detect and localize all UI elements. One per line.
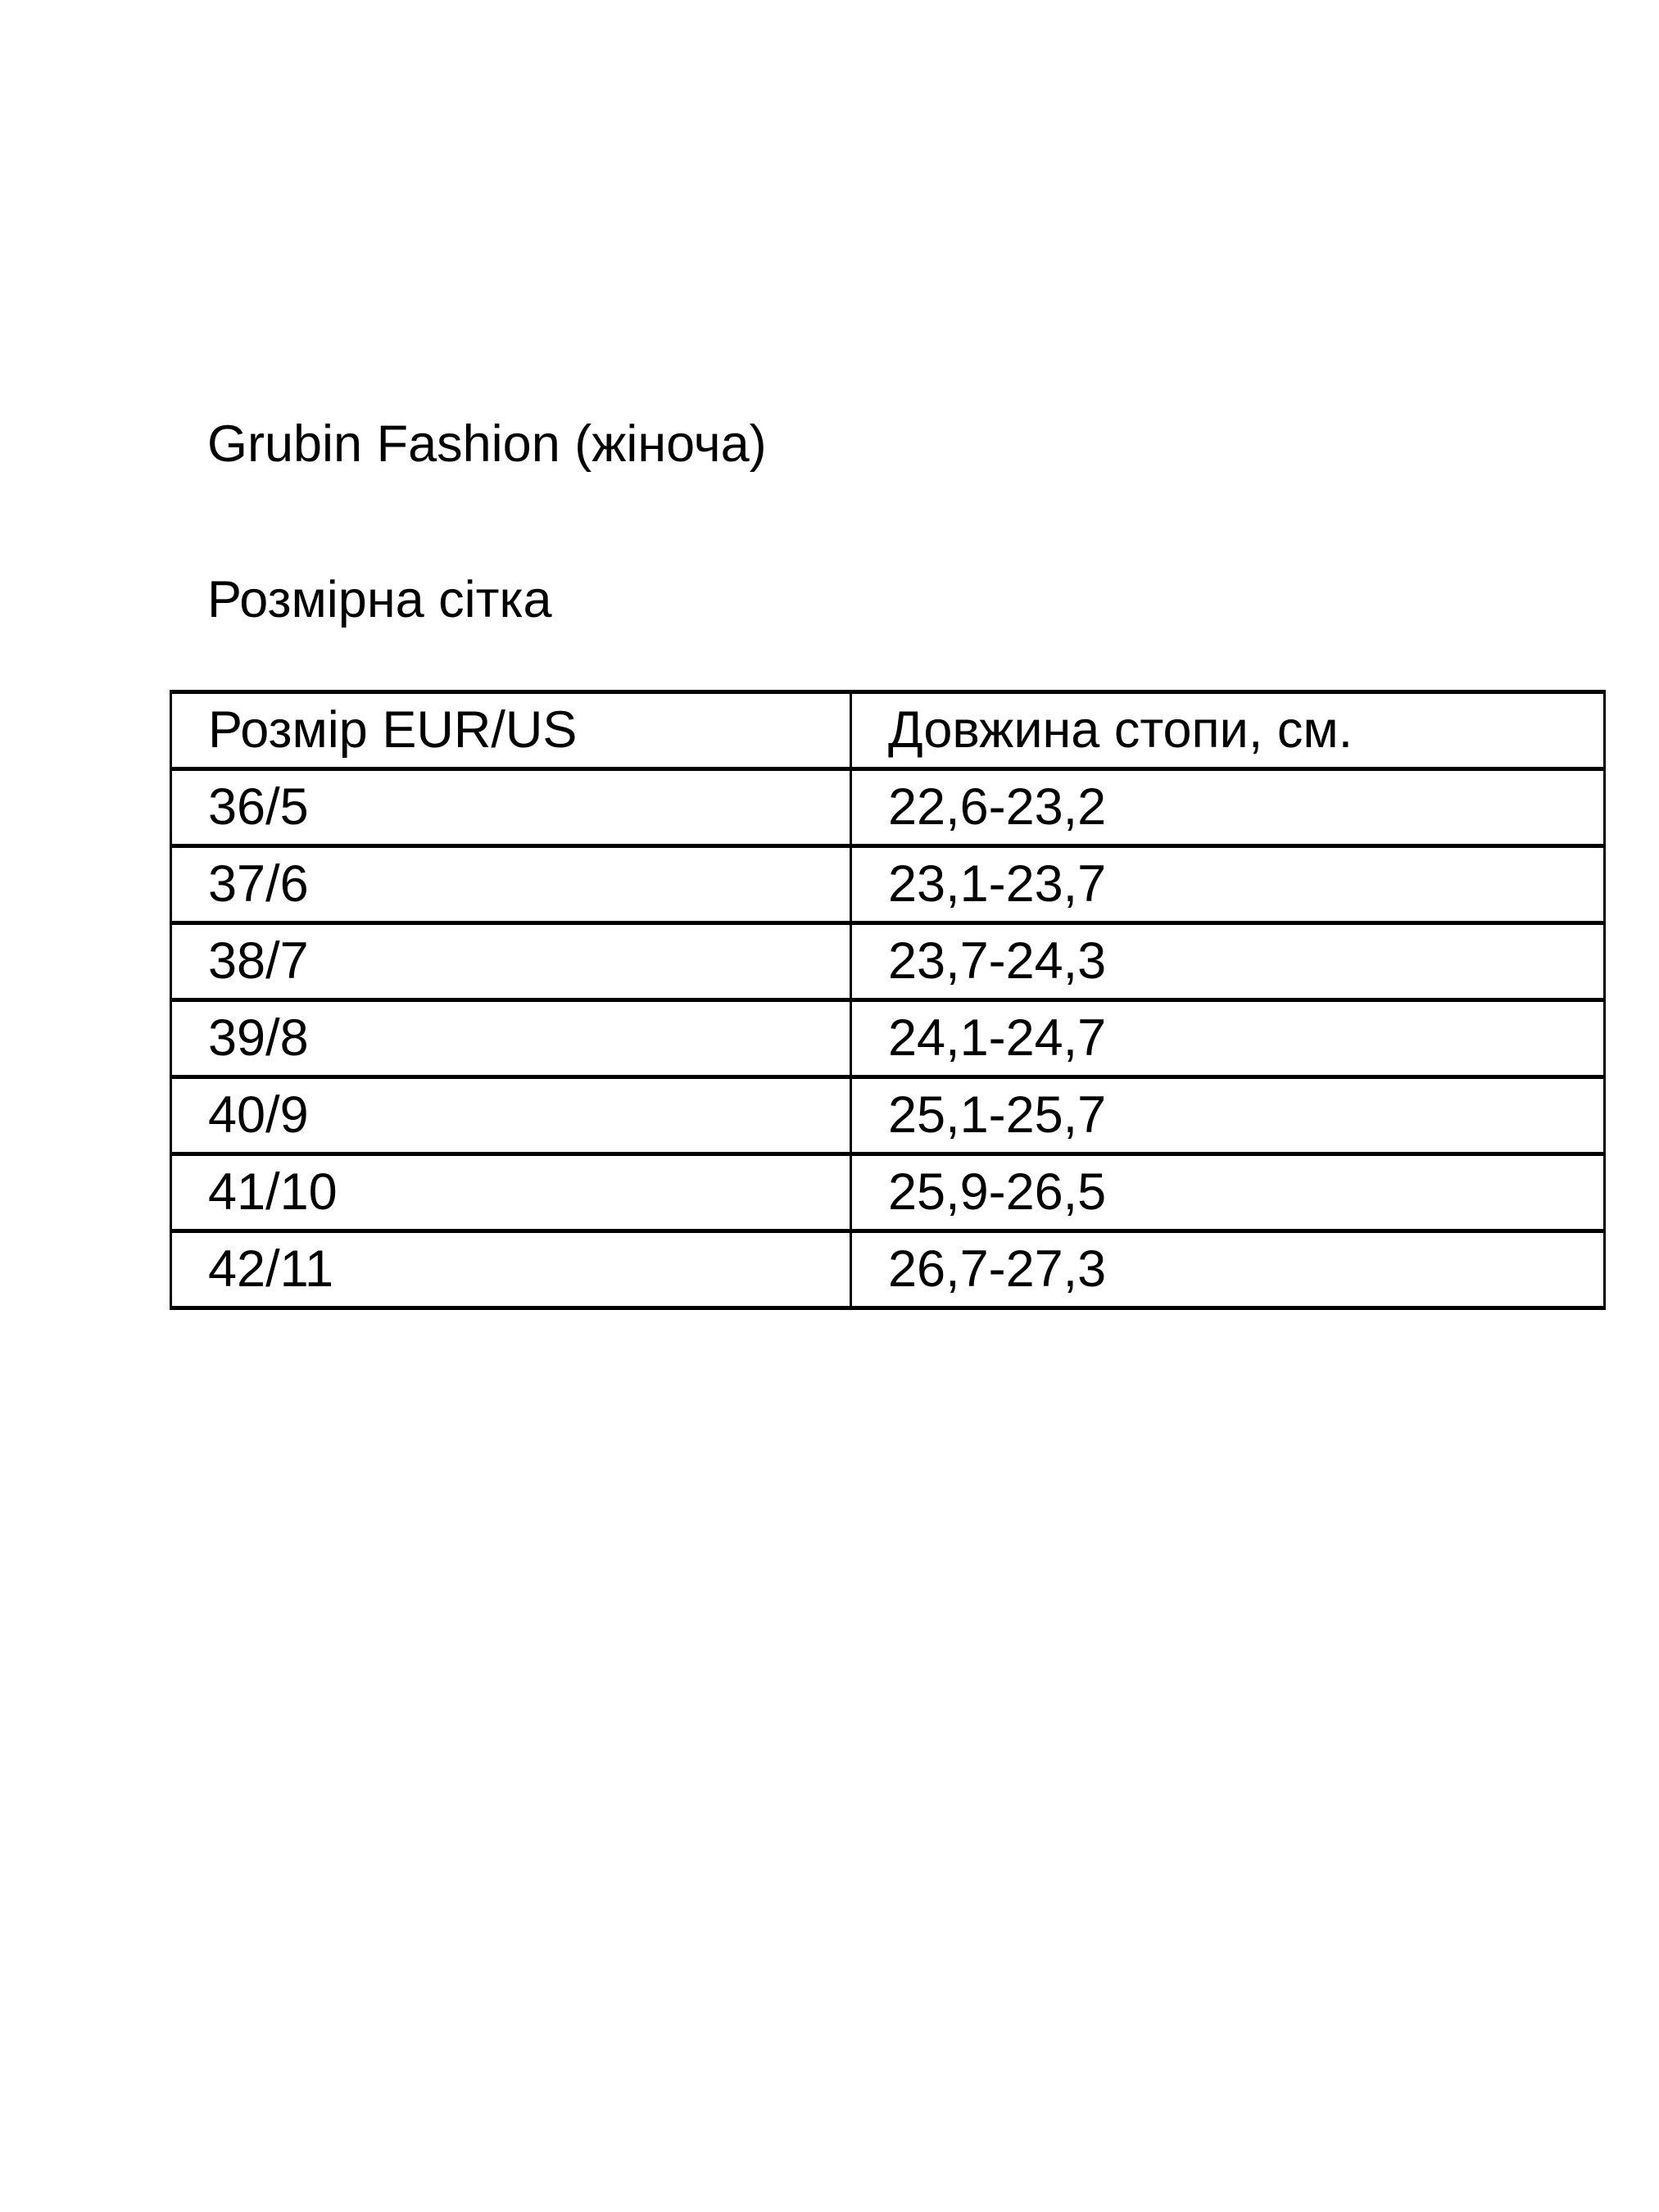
table-row: [171, 923, 1605, 1000]
size-cell: 38/7: [171, 923, 851, 1000]
size-table-body: [171, 769, 1605, 1308]
length-cell: 25,9-26,5: [851, 1154, 1605, 1231]
size-cell: 36/5: [171, 769, 851, 846]
table-row: [171, 1077, 1605, 1154]
table-row: [171, 846, 1605, 923]
size-column-header: Розмір EUR/US: [171, 692, 851, 769]
length-cell: 22,6-23,2: [851, 769, 1605, 846]
table-row: [171, 1000, 1605, 1077]
length-column-header: Довжина стопи, см.: [851, 692, 1605, 769]
size-cell: 42/11: [171, 1231, 851, 1308]
size-cell: 37/6: [171, 846, 851, 923]
length-cell: 23,7-24,3: [851, 923, 1605, 1000]
table-row: [171, 1154, 1605, 1231]
length-cell: 26,7-27,3: [851, 1231, 1605, 1308]
size-table: [170, 690, 1606, 1310]
table-row: [171, 769, 1605, 846]
document-title: Grubin Fashion (жіноча): [207, 415, 767, 473]
table-row: [171, 1231, 1605, 1308]
size-cell: 41/10: [171, 1154, 851, 1231]
size-cell: 39/8: [171, 1000, 851, 1077]
size-chart-heading: Розмірна сітка: [207, 571, 552, 628]
size-cell: 40/9: [171, 1077, 851, 1154]
length-cell: 24,1-24,7: [851, 1000, 1605, 1077]
length-cell: 25,1-25,7: [851, 1077, 1605, 1154]
length-cell: 23,1-23,7: [851, 846, 1605, 923]
size-table-header-row: [171, 692, 1605, 769]
